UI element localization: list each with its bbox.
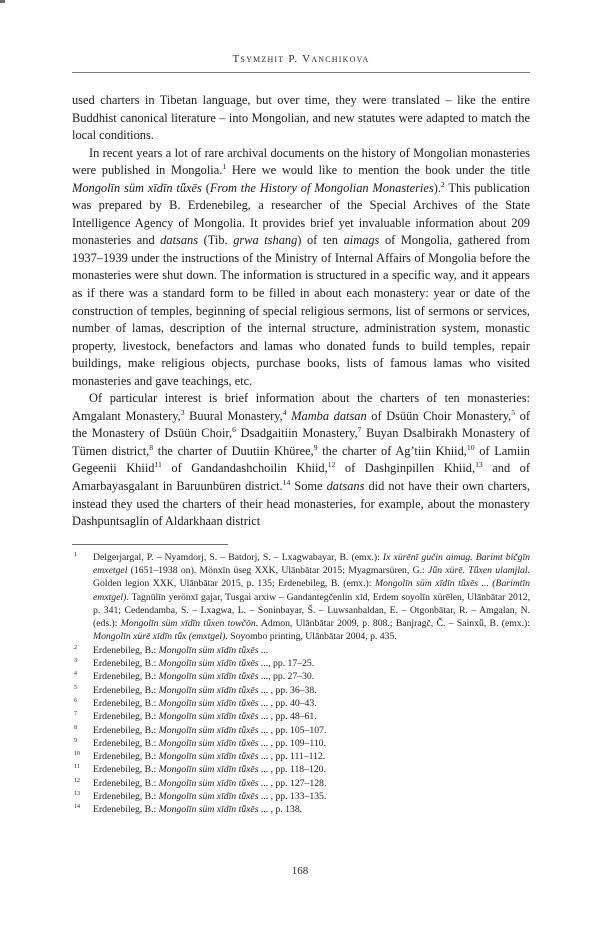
footnote-text [93, 644, 530, 657]
header-rule [72, 72, 530, 73]
text-run: ... , pp. 105–107. [258, 724, 327, 736]
text-run: Of particular interest is brief information about the charters of ten monasteries: Amgalant Monastery, [72, 391, 530, 423]
footnote-number [72, 684, 93, 697]
text-run: Mongolīn süm xīdīn tǖxen towčōn [120, 618, 256, 630]
footnote-number [72, 803, 93, 816]
text-run: Erdenebileg, B.: [93, 764, 159, 776]
text-run: of Mongolia, gathered from 1937–1939 under the instructions of the Ministry of Internal Affairs of Mongolia before the monasteries were shut down. The information is structured in a specific way, and it appears as if there was a standard form to be filled in about each monastery: year or date of the construction of temples, beginning of special religious sermons, list of sermons or services, number of lamas, description of the internal structure, administration system, monastic property, livestock, benefactors and lamas who donated funds to build temples, repair buildings, make religious objects, purchase books, lists of famous lamas who visited monasteries and gave teachings, etc. [72, 233, 530, 388]
text-run: This publication was prepared by B. Erdenebileg, a researcher of the Special Archives of the State Intelligence Agency of Mongolia. It provides brief yet invaluable information about 209 monasteries and [72, 180, 530, 248]
text-run: of Gandandashchoilin Khiid, [161, 461, 328, 476]
text-run: of the Monastery of Dsüün Choir, [72, 408, 531, 441]
footnote-ref: 3 [180, 407, 185, 417]
text-run: did not have their own charters, instead they used the charters of their head monasteries, for example, about the monastery Dashpuntsaglin of Aldarkhaan district [72, 479, 531, 529]
text-run: Mongolīn süm xīdīn tǖxēs ... (Barimtīn emxtgel) [93, 578, 530, 603]
text-run: Mongolīn süm xīdīn tǖxēs [158, 697, 259, 709]
footnote-ref: 6 [232, 425, 236, 435]
text-run: ... [258, 644, 269, 656]
text-run: Mongolīn süm xīdīn tǖxēs [158, 724, 259, 736]
text-run: Mongolīn süm xīdīn tǖxēs [158, 764, 259, 776]
footnote-text [93, 763, 530, 776]
footnote-text [93, 657, 530, 670]
text-run: Erdenebileg, B.: [93, 791, 159, 803]
text-run: Erdenebileg, B.: [93, 724, 159, 736]
text-run: Delgerjargal, P. – Nyamdorj, S. – Batdorj, S. – Lxagwabayar, B. (emx.): [93, 551, 383, 563]
text-run: . Admon, Ulānbātar 2009, p. 808.; Banjragč, Č. – Sainxǖ, B. (emx.): [255, 618, 530, 630]
footnote-number [72, 737, 93, 750]
text-run: Mongolīn süm xīdīn tǖxēs [72, 180, 202, 195]
footnote-number-glyph: 7 [74, 711, 77, 717]
footnote-text [93, 684, 530, 697]
footnote-text [93, 724, 530, 737]
text-run: Erdenebileg, B.: [93, 751, 159, 763]
footnote-number [72, 644, 93, 657]
footnote-ref: 8 [149, 442, 154, 452]
text-run: Jǖn xürē. Tǖxen ulamjlal. [428, 564, 531, 576]
text-run: ... , pp. 133–135. [258, 791, 327, 803]
footnote-ref: 7 [357, 425, 362, 435]
footnote-number-glyph: 12 [74, 777, 80, 784]
text-run: Erdenebileg, B.: [93, 737, 159, 749]
paragraph [72, 390, 530, 530]
footnote-ref: 4 [282, 407, 287, 417]
text-run: Mongolīn süm xīdīn tǖxēs [158, 777, 259, 789]
text-run: Erdenebileg, B.: [93, 697, 159, 709]
text-run: Buyan Dsalbirakh Monastery of Tümen district, [72, 426, 530, 458]
text-run: Erdenebileg, B.: [93, 644, 159, 656]
body-text [72, 92, 530, 531]
text-run: . Tagnūlīn yerönxī gajar, Tusgai arxiw – Gandantegčenlin xīd, Erdem soyolīn xürēlen, Ulānbātar 2012, p. 341; Cedendamba, S. – Lxagwa, L. – Soninbayar, Š. – Luwsanbaldan, E. – Otgonbātar, R. – Amgalan, N. (eds.): [93, 591, 530, 630]
text-run: Dsadgaitiin Monastery, [235, 426, 358, 441]
text-run: grwa tshang [233, 233, 298, 248]
text-run: . Soyombo printing, Ulānbātar 2004, p. 435. [225, 631, 397, 643]
footnote-number [72, 724, 93, 737]
footnote-number-glyph: 13 [74, 790, 80, 797]
text-run: Buural Monastery, [184, 408, 283, 423]
paragraph [72, 145, 530, 391]
footnote-item [72, 750, 530, 763]
footnote-number [72, 551, 93, 644]
text-run: (1651–1938 on). Mönxīn üseg XXK, Ulānbātar 2015; Myagmarsüren, G.: [127, 564, 429, 576]
footnote-item [72, 803, 530, 816]
page-number: 168 [291, 865, 309, 877]
footnote-item [72, 737, 530, 750]
footnote-item [72, 551, 530, 644]
footnote-item [72, 724, 530, 737]
footnote-item [72, 644, 530, 657]
text-run: Mongolīn süm xīdīn tǖxēs [158, 711, 259, 723]
text-run: ). [433, 180, 441, 195]
text-run: aimags [343, 233, 380, 248]
text-run: Ix xürēnī gučin aimag. Barimt bičgīn emxetgel [93, 551, 530, 576]
footnote-number-glyph: 9 [74, 737, 77, 744]
footnote-number [72, 710, 93, 723]
text-run: ... , p. 138. [258, 804, 303, 816]
footnote-ref: 14 [282, 477, 291, 487]
footnote-text [93, 551, 530, 644]
footnote-number-glyph: 5 [74, 684, 77, 691]
footnote-number [72, 777, 93, 790]
footnote-text [93, 777, 530, 790]
footnotes-list [72, 551, 530, 817]
footnote-text [93, 737, 530, 750]
text-run: ..., pp. 17–25. [258, 658, 315, 670]
footnote-text [93, 697, 530, 710]
footnote-text [93, 670, 530, 683]
footnote-ref: 10 [466, 442, 475, 452]
text-run: datsans [160, 233, 199, 248]
footnote-item [72, 763, 530, 776]
footnote-ref: 2 [440, 179, 445, 189]
footnote-ref: 11 [154, 460, 162, 470]
text-run: Erdenebileg, B.: [93, 711, 159, 723]
footnote-number-glyph: 14 [74, 804, 80, 811]
footnote-text [93, 750, 530, 763]
footnote-number-glyph: 6 [74, 697, 77, 704]
footnote-text [93, 710, 530, 723]
running-header [72, 52, 530, 66]
footnote-text [93, 790, 530, 803]
footnote-number [72, 763, 93, 776]
footnote-item [72, 657, 530, 670]
footnote-ref: 5 [511, 407, 516, 417]
text-run: Mongolīn süm xīdīn tǖxēs [158, 791, 259, 803]
text-run: and of Amarbayasgalant in Baruunbüren district. [72, 461, 530, 494]
footnote-number-glyph: 3 [74, 657, 77, 664]
text-run: datsans [326, 479, 365, 494]
scan-artifact [0, 0, 5, 3]
footnote-item [72, 670, 530, 683]
text-run: Erdenebileg, B.: [93, 804, 159, 816]
text-run: Mamba datsan [291, 408, 367, 423]
paragraph [72, 92, 530, 145]
text-run: Erdenebileg, B.: [93, 658, 159, 670]
text-run: the charter of Ag’tiin Khiid, [317, 443, 467, 458]
footnote-number-glyph: 8 [74, 724, 77, 731]
text-run: Erdenebileg, B.: [93, 671, 159, 683]
text-run: ( [201, 180, 210, 195]
footnote-text [93, 803, 530, 816]
footnote-separator [72, 544, 228, 545]
text-run: ... , pp. 109–110. [258, 737, 326, 749]
text-run: Mongolīn xürē xīdīn tǖx (emxtgel) [93, 631, 226, 643]
footnote-number [72, 657, 93, 670]
text-run: the charter of Duutiin Khüree, [153, 443, 314, 458]
footnote-number [72, 790, 93, 803]
footnote-ref: 9 [313, 442, 318, 452]
text-run: From the History of Mongolian Monasteries [209, 180, 434, 195]
text-run: Mongolīn süm xīdīn tǖxēs [158, 751, 259, 763]
footnote-ref: 12 [327, 460, 336, 470]
text-run: Mongolīn süm xīdīn tǖxēs [158, 644, 259, 656]
text-run: used charters in Tibetan language, but over time, they were translated – like the entire Buddhist canonical literature – into Mongolian, and new statutes were adapted to match the local conditions. [72, 93, 530, 143]
text-run: Mongolīn süm xīdīn tǖxēs [158, 684, 259, 696]
text-run: Some [290, 479, 327, 494]
footnote-number [72, 750, 93, 763]
text-run: of Dashginpillen Khiid, [335, 461, 476, 476]
text-run: Here we would like to mention the book under the title [226, 163, 530, 178]
text-run: Erdenebileg, B.: [93, 684, 159, 696]
footnote-item [72, 697, 530, 710]
text-run: ) of ten [297, 233, 344, 248]
footnote-ref: 1 [222, 162, 227, 172]
footnote-number-glyph: 4 [74, 671, 77, 678]
footnote-number-glyph: 11 [74, 764, 80, 771]
text-run: Mongolīn süm xīdīn tǖxēs [158, 737, 259, 749]
text-run: Mongolīn süm xīdīn tǖxēs [158, 658, 259, 670]
text-run: In recent years a lot of rare archival documents on the history of Mongolian monasteries were published in Mongolia. [72, 145, 530, 178]
text-run: Golden legion XXK, Ulānbātar 2015, p. 135; Erdenebileg, B. (emx.): [93, 578, 375, 590]
text-run: Mongolīn süm xīdīn tǖxēs [158, 671, 259, 683]
footnote-item [72, 710, 530, 723]
text-run: ... , pp. 127–128. [258, 777, 327, 789]
text-run: ... , pp. 118–120. [258, 764, 326, 776]
footnote-number-glyph: 10 [74, 750, 80, 757]
footnote-ref: 13 [475, 460, 483, 470]
text-run: of Dsüün Choir Monastery, [366, 408, 512, 423]
text-run: ... , pp. 36–38. [258, 684, 317, 696]
text-run: Erdenebileg, B.: [93, 777, 159, 789]
text-run: ... , pp. 48–61. [258, 711, 317, 723]
text-run: ... , pp. 111–112. [258, 751, 326, 763]
header-author-name: Tsymzhit P. Vanchikova [232, 53, 370, 65]
footnote-number-glyph: 2 [74, 644, 77, 651]
footnote-number [72, 697, 93, 710]
text-run: (Tib. [198, 233, 234, 248]
text-run: ..., pp. 27–30. [258, 671, 315, 683]
text-run: ... , pp. 40–43. [258, 697, 317, 709]
footnote-item [72, 790, 530, 803]
footnote-item [72, 777, 530, 790]
footnote-item [72, 684, 530, 697]
text-run: of Lamiin Gegeenii Khiid [72, 443, 531, 476]
text-run: Mongolīn süm xīdīn tǖxēs [158, 804, 259, 816]
footnote-number [72, 670, 93, 683]
footnote-number-glyph: 1 [74, 551, 77, 558]
